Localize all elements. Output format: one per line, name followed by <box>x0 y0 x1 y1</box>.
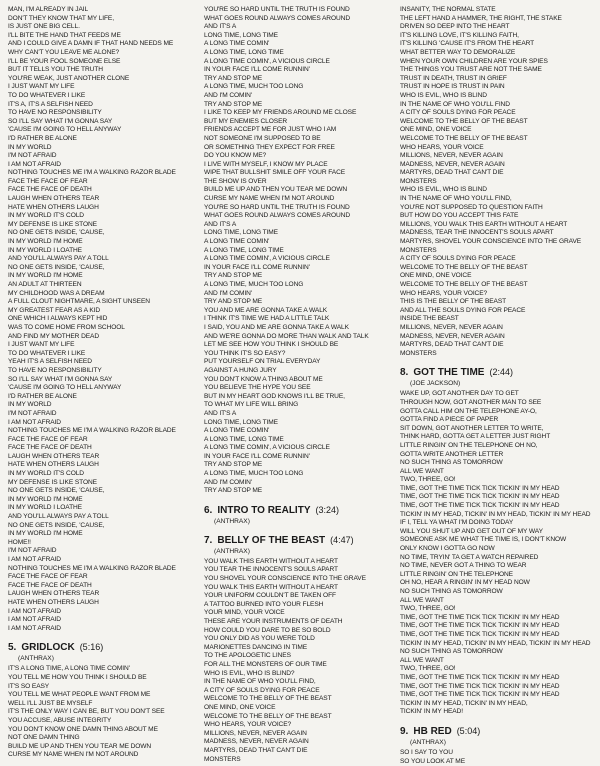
lyric-line: WELCOME TO THE BELLY OF THE BEAST <box>400 281 588 290</box>
song-credit: (ANTHRAX) <box>204 517 392 526</box>
lyric-line: IN THE NAME OF WHO YOU'LL FIND <box>400 101 588 110</box>
lyric-line: LAUGH WHEN OTHERS TEAR <box>8 590 196 599</box>
lyric-line: LONG TIME, LONG TIME <box>204 229 392 238</box>
lyric-line: MILLIONS, NEVER, NEVER AGAIN <box>400 324 588 333</box>
lyric-line: TO HAVE NO RESPONSIBILITY <box>8 367 196 376</box>
lyric-line: IN THE NAME OF WHO YOU'LL FIND, <box>400 195 588 204</box>
lyric-line: IN MY WORLD I LOATHE <box>8 247 196 256</box>
lyric-line: YOU THINK IT'S SO EASY? <box>204 350 392 359</box>
lyric-line: BUT IT TELLS YOU THE TRUTH <box>8 66 196 75</box>
lyric-line: AND I'M COMIN' <box>204 92 392 101</box>
lyric-line: YOU AND ME ARE GONNA TAKE A WALK <box>204 307 392 316</box>
lyrics-block <box>400 6 588 358</box>
lyric-line: WHEN YOUR OWN CHILDREN ARE YOUR SPIES <box>400 58 588 67</box>
lyric-line: ALL WE WANT <box>400 468 588 477</box>
lyric-line: A LONG TIME, LONG TIME <box>204 49 392 58</box>
lyric-line: A LONG TIME, MUCH TOO LONG <box>204 281 392 290</box>
lyric-line: A CITY OF SOULS DYING FOR PEACE <box>400 109 588 118</box>
lyric-line: SO I SAY TO YOU <box>400 749 588 758</box>
lyric-line: FACE THE FACE OF DEATH <box>8 582 196 591</box>
lyric-line: A LONG TIME, LONG TIME <box>204 436 392 445</box>
lyric-line: WELCOME TO THE BELLY OF THE BEAST <box>204 713 392 722</box>
lyric-line: TIME, GOT THE TIME TICK TICK TICKIN' IN MY HEAD <box>400 493 588 502</box>
lyric-line: YOU DON'T KNOW ONE DAMN THING ABOUT ME <box>8 726 196 735</box>
lyric-line: AND WE'RE GONNA DO MORE THAN WALK AND TALK <box>204 333 392 342</box>
lyric-line: 'CAUSE I'M GOING TO HELL ANYWAY <box>8 384 196 393</box>
lyric-line: IT'S KILLING LOVE, IT'S KILLING FAITH, <box>400 32 588 41</box>
song-heading <box>204 534 392 547</box>
lyric-line: LITTLE RINGIN' ON THE TELEPHONE <box>400 571 588 580</box>
lyric-line: ONE MIND, ONE VOICE <box>400 126 588 135</box>
lyric-line: THINK HARD, GOTTA GET A LETTER JUST RIGHT <box>400 433 588 442</box>
lyric-line: THE THINGS YOU TRUST ARE NOT THE SAME <box>400 66 588 75</box>
lyric-line: A FULL CLOUT NIGHTMARE, A SIGHT UNSEEN <box>8 298 196 307</box>
lyric-line: TIME, GOT THE TIME TICK TICK TICKIN' IN MY HEAD <box>400 631 588 640</box>
lyric-line: FACE THE FACE OF FEAR <box>8 178 196 187</box>
lyric-line: TIME, GOT THE TIME TICK TICK TICKIN' IN MY HEAD <box>400 674 588 683</box>
lyric-line: A CITY OF SOULS DYING FOR PEACE <box>400 255 588 264</box>
lyric-line: AND I COULD GIVE A DAMN IF THAT HAND NEEDS ME <box>8 40 196 49</box>
lyric-line: WHO HEARS, YOUR VOICE? <box>204 721 392 730</box>
lyric-line: WHO IS EVIL, WHO IS BLIND? <box>204 670 392 679</box>
lyric-line: NOTHING TOUCHES ME I'M A WALKING RAZOR BLADE <box>8 565 196 574</box>
lyric-line: I AM NOT AFRAID <box>8 616 196 625</box>
lyric-line: MY GREATEST FEAR AS A KID <box>8 307 196 316</box>
lyric-line: NO SUCH THING AS TOMORROW <box>400 588 588 597</box>
lyric-line: WHY CAN'T YOU LEAVE ME ALONE? <box>8 49 196 58</box>
lyric-line: I AM NOT AFRAID <box>8 625 196 634</box>
lyric-line: IN MY WORLD I LOATHE <box>8 504 196 513</box>
lyric-line: ONE MIND, ONE VOICE <box>204 704 392 713</box>
lyric-line: WELCOME TO THE BELLY OF THE BEAST <box>400 264 588 273</box>
lyric-line: AND YOU'LL ALWAYS PAY A TOLL <box>8 255 196 264</box>
song-title: BELLY OF THE BEAST <box>217 535 325 547</box>
lyric-line: YOU WALK THIS EARTH WITHOUT A HEART <box>204 558 392 567</box>
lyric-line: DO YOU KNOW ME? <box>204 152 392 161</box>
lyric-line: MILLIONS, NEVER, NEVER AGAIN <box>400 152 588 161</box>
lyric-line: I LIVE WITH MYSELF, I KNOW MY PLACE <box>204 161 392 170</box>
lyric-line: TICKIN' IN MY HEAD, TICKIN' IN MY HEAD, <box>400 700 588 709</box>
lyric-line: HATE WHEN OTHERS LAUGH <box>8 204 196 213</box>
lyric-line: GOTTA CALL HIM ON THE TELEPHONE AY-O, <box>400 408 588 417</box>
lyric-line: WELL I'LL JUST BE MYSELF <box>8 700 196 709</box>
song-duration: (2:44) <box>489 366 513 378</box>
lyric-line: AND IT'S A <box>204 221 392 230</box>
lyric-line: WAS TO COME HOME FROM SCHOOL <box>8 324 196 333</box>
lyric-line: PUT YOURSELF ON TRIAL EVERYDAY <box>204 358 392 367</box>
lyric-line: YOU ACCUSE, ABUSE INTEGRITY <box>8 717 196 726</box>
lyric-line: A LONG TIME COMIN', A VICIOUS CIRCLE <box>204 444 392 453</box>
lyrics-column-2 <box>204 6 392 679</box>
lyric-line: FACE THE FACE OF FEAR <box>8 573 196 582</box>
lyric-line: I AM NOT AFRAID <box>8 419 196 428</box>
song-duration: (5:16) <box>80 641 104 653</box>
lyric-line: MAN, I'M ALREADY IN JAIL <box>8 6 196 15</box>
lyric-line: INSANITY, THE NORMAL STATE <box>400 6 588 15</box>
lyric-line: OR SOMETHING THEY EXPECT FOR FREE <box>204 144 392 153</box>
lyric-line: IN MY WORLD I'M HOME <box>8 496 196 505</box>
lyric-line: YOU'RE NOT SUPPOSED TO QUESTION FAITH <box>400 204 588 213</box>
lyric-line: ONE MIND, ONE VOICE <box>400 272 588 281</box>
lyric-line: YOU TELL ME HOW YOU THINK I SHOULD BE <box>8 674 196 683</box>
lyric-line: TIME, GOT THE TIME TICK TICK TICKIN' IN MY HEAD <box>400 691 588 700</box>
lyric-line: YOUR UNIFORM COULDN'T BE TAKEN OFF <box>204 592 392 601</box>
song-credit: (ANTHRAX) <box>8 654 196 663</box>
lyric-line: NO ONE GETS INSIDE, 'CAUSE, <box>8 264 196 273</box>
lyric-line: I JUST WANT MY LIFE <box>8 83 196 92</box>
lyric-line: TO HAVE NO RESPONSIBILITY <box>8 109 196 118</box>
lyric-line: A LONG TIME COMIN', A VICIOUS CIRCLE <box>204 58 392 67</box>
lyric-line: BUT MY ENEMIES CLOSER <box>204 118 392 127</box>
song-heading <box>400 725 588 738</box>
lyric-line: A LONG TIME COMIN' <box>204 40 392 49</box>
lyric-line: SO I'LL SAY WHAT I'M GONNA SAY <box>8 376 196 385</box>
lyric-line: TO DO WHATEVER I LIKE <box>8 350 196 359</box>
lyric-line: HATE WHEN OTHERS LAUGH <box>8 599 196 608</box>
song-lyrics <box>400 390 588 717</box>
lyric-line: BUILD ME UP AND THEN YOU TEAR ME DOWN <box>204 186 392 195</box>
lyric-line: I'M NOT AFRAID <box>8 547 196 556</box>
lyric-line: FACE THE FACE OF DEATH <box>8 186 196 195</box>
lyric-line: A LONG TIME, LONG TIME <box>204 247 392 256</box>
lyric-line: DON'T THEY KNOW THAT MY LIFE, <box>8 15 196 24</box>
lyric-line: A LONG TIME COMIN', A VICIOUS CIRCLE <box>204 255 392 264</box>
lyric-line: WELCOME TO THE BELLY OF THE BEAST <box>400 118 588 127</box>
lyric-line: NO ONE GETS INSIDE, 'CAUSE, <box>8 229 196 238</box>
lyric-line: IN YOUR FACE I'LL COME RUNNIN' <box>204 264 392 273</box>
lyric-line: IN MY WORLD I'M HOME <box>8 530 196 539</box>
lyric-line: GOTTA FIND A PIECE OF PAPER <box>400 416 588 425</box>
lyric-line: TWO, THREE, GO! <box>400 476 588 485</box>
lyric-line: I AM NOT AFRAID <box>8 556 196 565</box>
lyric-line: TRY AND STOP ME <box>204 75 392 84</box>
lyric-line: A LONG TIME COMIN' <box>204 427 392 436</box>
lyric-line: MONSTERS <box>400 247 588 256</box>
lyric-line: WHAT GOES ROUND ALWAYS COMES AROUND <box>204 212 392 221</box>
lyric-line: TRUST IN HOPE IS TRUST IN PAIN <box>400 83 588 92</box>
lyric-line: I'D RATHER BE ALONE <box>8 393 196 402</box>
lyric-line: IT'S KILLING 'CAUSE IT'S FROM THE HEART <box>400 40 588 49</box>
lyric-line: I THINK IT'S TIME WE HAD A LITTLE TALK <box>204 315 392 324</box>
lyric-line: IN THE NAME OF WHO YOU'LL FIND, <box>204 678 392 687</box>
lyric-line: CURSE MY NAME WHEN I'M NOT AROUND <box>204 195 392 204</box>
lyric-line: GOTTA WRITE ANOTHER LETTER <box>400 451 588 460</box>
lyric-line: WHO IS EVIL, WHO IS BLIND <box>400 186 588 195</box>
lyric-line: AND ALL THE SOULS DYING FOR PEACE <box>400 307 588 316</box>
lyric-line: FACE THE FACE OF DEATH <box>8 444 196 453</box>
lyric-line: ONE WHICH I ALWAYS KEPT HID <box>8 315 196 324</box>
lyric-line: NOTHING TOUCHES ME I'M A WALKING RAZOR BLADE <box>8 427 196 436</box>
lyric-line: THROUGH NOW, GOT ANOTHER MAN TO SEE <box>400 399 588 408</box>
lyric-line: I'LL BITE THE HAND THAT FEEDS ME <box>8 32 196 41</box>
lyric-line: WHO HEARS, YOUR VOICE <box>400 144 588 153</box>
lyric-line: I LIKE TO KEEP MY FRIENDS AROUND ME CLOSE <box>204 109 392 118</box>
lyric-line: TIME, GOT THE TIME TICK TICK TICKIN' IN MY HEAD <box>400 683 588 692</box>
lyric-line: MY DEFENSE IS LIKE STONE <box>8 221 196 230</box>
lyric-line: TO DO WHATEVER I LIKE <box>8 92 196 101</box>
lyric-line: YOU WALK THIS EARTH WITHOUT A HEART <box>204 584 392 593</box>
lyric-line: MARIONETTES DANCING IN TIME <box>204 644 392 653</box>
lyric-line: IT'S A, IT'S A SELFISH NEED <box>8 101 196 110</box>
lyric-line: AND IT'S A <box>204 410 392 419</box>
song-number: 6. <box>204 505 212 517</box>
lyric-line: MONSTERS <box>204 756 392 765</box>
song-number: 7. <box>204 535 212 547</box>
lyric-line: I'D RATHER BE ALONE <box>8 135 196 144</box>
lyric-line: THE LEFT HAND A HAMMER, THE RIGHT, THE STAKE <box>400 15 588 24</box>
lyric-line: OH NO, HEAR A RINGIN' IN MY HEAD NOW <box>400 579 588 588</box>
lyric-line: HOME!! <box>8 539 196 548</box>
lyric-line: SOMEONE ASK ME WHAT THE TIME IS, I DON'T KNOW <box>400 536 588 545</box>
lyric-line: LET ME SEE HOW YOU THINK I SHOULD BE <box>204 341 392 350</box>
lyric-line: FRIENDS ACCEPT ME FOR JUST WHO I AM <box>204 126 392 135</box>
lyric-line: I JUST WANT MY LIFE <box>8 341 196 350</box>
lyric-line: CURSE MY NAME WHEN I'M NOT AROUND <box>8 751 196 760</box>
song-credit: (ANTHRAX) <box>204 547 392 556</box>
song-credit: (ANTHRAX) <box>400 738 588 747</box>
lyric-line: MILLIONS, NEVER, NEVER AGAIN <box>204 730 392 739</box>
lyric-line: TIME, GOT THE TIME TICK TICK TICKIN' IN MY HEAD <box>400 502 588 511</box>
lyric-line: MADNESS, NEVER, NEVER AGAIN <box>400 161 588 170</box>
lyric-line: WAKE UP, GOT ANOTHER DAY TO GET <box>400 390 588 399</box>
lyric-line: SO YOU LOOK AT ME <box>400 758 588 766</box>
lyric-line: LONG TIME, LONG TIME <box>204 32 392 41</box>
lyric-line: MARTYRS, DEAD THAT CAN'T DIE <box>400 169 588 178</box>
lyric-line: AND I'M COMIN' <box>204 290 392 299</box>
lyric-line: MADNESS, TEAR THE INNOCENT'S SOULS APART <box>400 229 588 238</box>
lyric-line: NO SUCH THING AS TOMORROW <box>400 648 588 657</box>
lyric-line: NOT SOMEONE I'M SUPPOSED TO BE <box>204 135 392 144</box>
lyrics-column-3 <box>400 6 588 679</box>
lyric-line: NOTHING TOUCHES ME I'M A WALKING RAZOR BLADE <box>8 169 196 178</box>
lyric-line: LAUGH WHEN OTHERS TEAR <box>8 195 196 204</box>
lyric-line: TRY AND STOP ME <box>204 272 392 281</box>
lyric-line: YOU'RE SO HARD UNTIL THE TRUTH IS FOUND <box>204 204 392 213</box>
lyric-line: TRY AND STOP ME <box>204 298 392 307</box>
lyric-line: TICKIN' IN MY HEAD, TICKIN' IN MY HEAD, TICKIN' IN MY HEAD <box>400 640 588 649</box>
song-lyrics <box>400 749 588 766</box>
lyric-line: YOU'RE SO HARD UNTIL THE TRUTH IS FOUND <box>204 6 392 15</box>
lyric-line: TWO, THREE, GO! <box>400 665 588 674</box>
song-duration: (3:24) <box>316 504 340 516</box>
lyric-line: I AM NOT AFRAID <box>8 161 196 170</box>
song-title: GOT THE TIME <box>413 367 484 379</box>
lyric-line: IN MY WORLD IT'S COLD <box>8 470 196 479</box>
lyric-line: I SAID, YOU AND ME ARE GONNA TAKE A WALK <box>204 324 392 333</box>
lyric-line: THIS IS THE BELLY OF THE BEAST <box>400 298 588 307</box>
lyric-line: LITTLE RINGIN' ON THE TELEPHONE OH NO, <box>400 442 588 451</box>
lyric-line: TIME, GOT THE TIME TICK TICK TICKIN' IN MY HEAD <box>400 485 588 494</box>
lyric-line: A TATTOO BURNED INTO YOUR FLESH <box>204 601 392 610</box>
lyric-line: FOR ALL THE MONSTERS OF OUR TIME <box>204 661 392 670</box>
lyric-line: AND FIND MY MOTHER DEAD <box>8 333 196 342</box>
lyric-line: MONSTERS <box>400 178 588 187</box>
lyric-line: AND I'M COMIN' <box>204 479 392 488</box>
lyric-line: IT'S SO EASY <box>8 683 196 692</box>
lyric-line: I'M NOT AFRAID <box>8 410 196 419</box>
lyric-line: AND IT'S A <box>204 23 392 32</box>
song-title: INTRO TO REALITY <box>217 505 310 517</box>
lyric-line: I'LL BE YOUR FOOL SOMEONE ELSE <box>8 58 196 67</box>
lyric-line: IS JUST ONE BIG CELL. <box>8 23 196 32</box>
lyric-line: AND YOU'LL ALWAYS PAY A TOLL <box>8 513 196 522</box>
lyric-line: HOW COULD YOU DARE TO BE SO BOLD <box>204 627 392 636</box>
lyric-line: ALL WE WANT <box>400 657 588 666</box>
lyric-line: TO THE APOLOGETIC LINES <box>204 652 392 661</box>
lyric-line: IT'S A LONG TIME, A LONG TIME COMIN' <box>8 665 196 674</box>
lyric-line: I'M NOT AFRAID <box>8 152 196 161</box>
song-number: 8. <box>400 367 408 379</box>
lyric-line: YOU SHOVEL YOUR CONSCIENCE INTO THE GRAVE <box>204 575 392 584</box>
lyrics-column-1 <box>8 6 196 679</box>
lyric-line: MARTYRS, DEAD THAT CAN'T DIE <box>400 341 588 350</box>
lyric-line: MARTYRS, DEAD THAT CAN'T DIE <box>204 747 392 756</box>
lyric-line: HATE WHEN OTHERS LAUGH <box>8 461 196 470</box>
lyric-line: BUT IN MY HEART GOD KNOWS I'LL BE TRUE, <box>204 393 392 402</box>
lyric-line: IF I, TELL YA WHAT I'M DOING TODAY <box>400 519 588 528</box>
lyric-line: TICKIN' IN MY HEAD! <box>400 708 588 717</box>
lyric-line: INSIDE THE BEAST <box>400 315 588 324</box>
lyric-line: AN ADULT AT THIRTEEN <box>8 281 196 290</box>
lyric-line: WHO IS EVIL, WHO IS BLIND <box>400 92 588 101</box>
song-number: 5. <box>8 642 16 654</box>
lyric-line: DRIVEN SO DEEP INTO THE HEART <box>400 23 588 32</box>
lyric-line: WIPE THAT BULLSHIT SMILE OFF YOUR FACE <box>204 169 392 178</box>
lyric-line: TO WHAT MY LIFE WILL BRING <box>204 401 392 410</box>
lyric-line: IN YOUR FACE I'LL COME RUNNIN' <box>204 453 392 462</box>
lyric-line: A LONG TIME, MUCH TOO LONG <box>204 470 392 479</box>
lyric-line: WHAT GOES ROUND ALWAYS COMES AROUND <box>204 15 392 24</box>
lyric-line: THESE ARE YOUR INSTRUMENTS OF DEATH <box>204 618 392 627</box>
lyric-line: MADNESS, NEVER, NEVER AGAIN <box>204 738 392 747</box>
song-lyrics <box>204 558 392 764</box>
lyric-line: YOU TEAR THE INNOCENT'S SOULS APART <box>204 566 392 575</box>
lyric-line: TWO, THREE, GO! <box>400 605 588 614</box>
lyric-line: MADNESS, NEVER, NEVER AGAIN <box>400 333 588 342</box>
song-credit: (JOE JACKSON) <box>400 379 588 388</box>
song-heading <box>8 641 196 654</box>
lyric-line: IN MY WORLD I'M HOME <box>8 272 196 281</box>
lyric-line: NO ONE GETS INSIDE, 'CAUSE, <box>8 522 196 531</box>
lyric-line: SO I'LL SAY WHAT I'M GONNA SAY <box>8 118 196 127</box>
lyric-line: IN MY WORLD <box>8 401 196 410</box>
lyric-line: YOU TELL ME WHAT PEOPLE WANT FROM ME <box>8 691 196 700</box>
lyric-line: YOU'RE WEAK, JUST ANOTHER CLONE <box>8 75 196 84</box>
lyric-line: YOUR MIND, YOUR VOICE <box>204 609 392 618</box>
song-title: GRIDLOCK <box>21 642 74 654</box>
lyric-line: 'CAUSE I'M GOING TO HELL ANYWAY <box>8 126 196 135</box>
lyric-line: A LONG TIME COMIN' <box>204 238 392 247</box>
lyric-line: TIME, GOT THE TIME TICK TICK TICKIN' IN MY HEAD <box>400 622 588 631</box>
lyric-line: TRY AND STOP ME <box>204 101 392 110</box>
lyric-line: SIT DOWN, GOT ANOTHER LETTER TO WRITE, <box>400 425 588 434</box>
lyric-line: A CITY OF SOULS DYING FOR PEACE <box>204 687 392 696</box>
lyric-line: MONSTERS <box>400 350 588 359</box>
lyric-line: IN MY WORLD IT'S COLD <box>8 212 196 221</box>
song-duration: (4:47) <box>330 534 354 546</box>
lyric-line: IT'S THE ONLY WAY I CAN BE, BUT YOU DON'T SEE <box>8 708 196 717</box>
lyric-line: YEAH IT'S A SELFISH NEED <box>8 358 196 367</box>
lyric-line: LAUGH WHEN OTHERS TEAR <box>8 453 196 462</box>
lyric-line: TRY AND STOP ME <box>204 461 392 470</box>
lyric-line: WHO HEARS, YOUR VOICE? <box>400 290 588 299</box>
song-heading <box>204 504 392 517</box>
lyric-line: LONG TIME, LONG TIME <box>204 419 392 428</box>
lyric-line: FACE THE FACE OF FEAR <box>8 436 196 445</box>
lyric-line: MILLIONS, YOU WALK THIS EARTH WITHOUT A HEART <box>400 221 588 230</box>
lyrics-block <box>8 6 196 633</box>
lyric-line: IN MY WORLD I'M HOME <box>8 238 196 247</box>
lyrics-block <box>204 6 392 496</box>
lyric-line: TRUST IN DEATH, TRUST IN GRIEF <box>400 75 588 84</box>
lyric-line: WILL YOU SHUT UP AND GET OUT OF MY WAY <box>400 528 588 537</box>
lyric-line: WELCOME TO THE BELLY OF THE BEAST <box>204 695 392 704</box>
lyric-line: YOU BELIEVE THE HYPE YOU SEE <box>204 384 392 393</box>
lyric-line: THE SHOW IS OVER <box>204 178 392 187</box>
lyric-line: MARTYRS, SHOVEL YOUR CONSCIENCE INTO THE GRAVE <box>400 238 588 247</box>
lyric-line: WHAT BETTER WAY TO DEMORALIZE <box>400 49 588 58</box>
lyric-line: MY DEFENSE IS LIKE STONE <box>8 479 196 488</box>
song-number: 9. <box>400 726 408 738</box>
lyric-line: I AM NOT AFRAID <box>8 608 196 617</box>
lyric-line: BUILD ME UP AND THEN YOU TEAR ME DOWN <box>8 743 196 752</box>
lyric-line: NOT ONE DAMN THING <box>8 734 196 743</box>
lyric-line: NO ONE GETS INSIDE, 'CAUSE, <box>8 487 196 496</box>
lyric-line: YOU DON'T KNOW A THING ABOUT ME <box>204 376 392 385</box>
lyric-line: AGAINST A HUNG JURY <box>204 367 392 376</box>
lyric-line: ONLY KNOW I GOTTA GO NOW <box>400 545 588 554</box>
lyric-line: IN YOUR FACE I'LL COME RUNNIN' <box>204 66 392 75</box>
lyric-line: YOU ONLY DID AS YOU WERE TOLD <box>204 635 392 644</box>
lyric-line: ALL WE WANT <box>400 597 588 606</box>
lyric-line: MY CHILDHOOD WAS A DREAM <box>8 290 196 299</box>
lyric-line: WELCOME TO THE BELLY OF THE BEAST <box>400 135 588 144</box>
song-duration: (5:04) <box>457 725 481 737</box>
lyric-line: NO TIME, NEVER GOT A THING TO WEAR <box>400 562 588 571</box>
song-lyrics <box>8 665 196 760</box>
lyric-line: IN MY WORLD <box>8 144 196 153</box>
lyric-line: TIME, GOT THE TIME TICK TICK TICKIN' IN MY HEAD <box>400 614 588 623</box>
lyric-line: TRY AND STOP ME <box>204 487 392 496</box>
lyric-line: NO TIME, TRYIN' TA GET A WATCH REPAIRED <box>400 554 588 563</box>
song-heading <box>400 366 588 379</box>
lyric-line: TICKIN' IN MY HEAD, TICKIN' IN MY HEAD, TICKIN' IN MY HEAD <box>400 511 588 520</box>
lyric-line: A LONG TIME, MUCH TOO LONG <box>204 83 392 92</box>
lyric-line: NO SUCH THING AS TOMORROW <box>400 459 588 468</box>
song-title: HB RED <box>413 726 451 738</box>
lyric-line: BUT HOW DO YOU ACCEPT THIS FATE <box>400 212 588 221</box>
